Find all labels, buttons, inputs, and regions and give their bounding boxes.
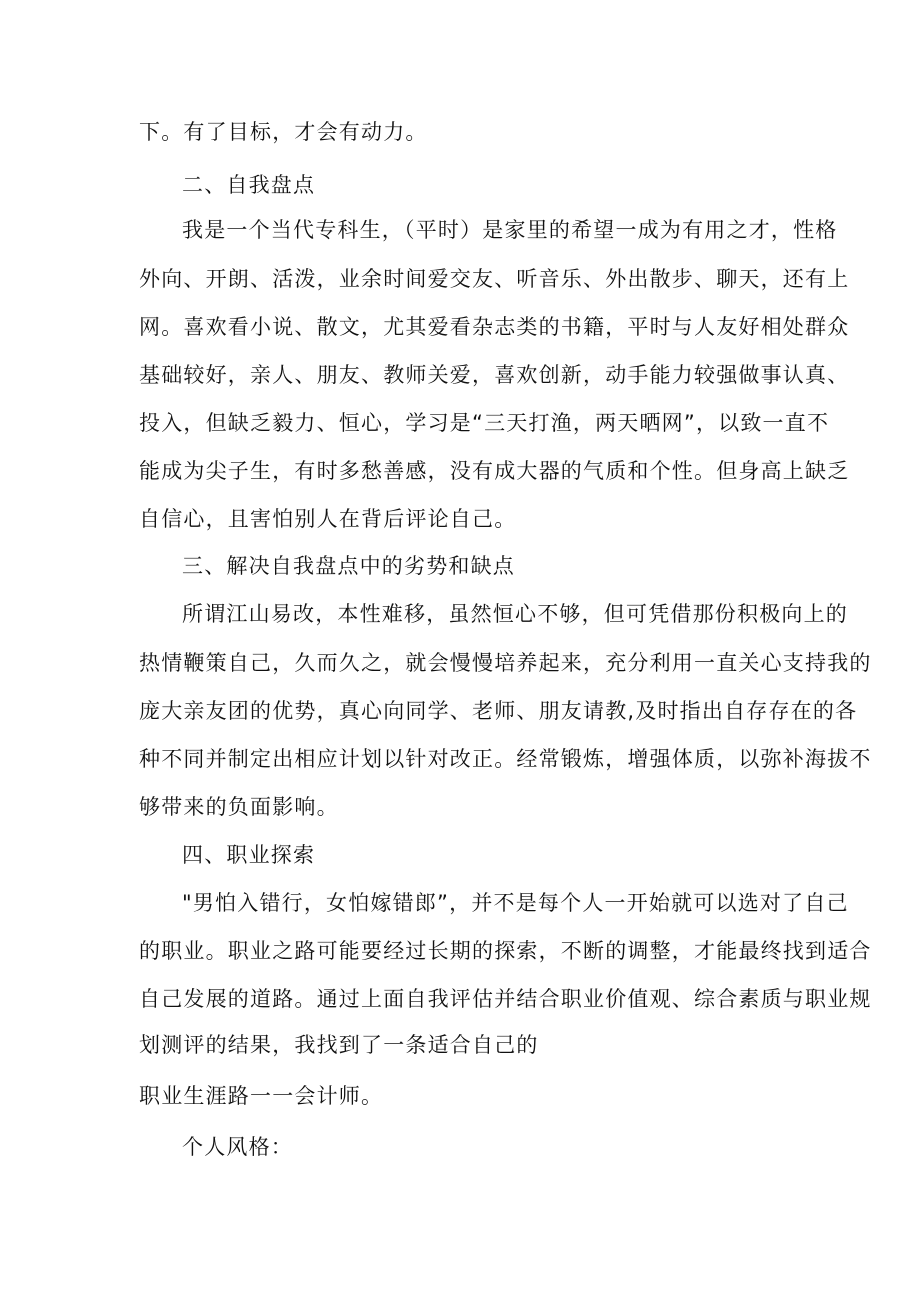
paragraph-line: 够带来的负面影响。 (139, 795, 339, 819)
paragraph-line: 的职业。职业之路可能要经过长期的探索，不断的调整，才能最终找到适合 (139, 939, 872, 963)
paragraph-line: 自信心，且害怕别人在背后评论自己。 (139, 507, 517, 531)
paragraph-line: 自己发展的道路。通过上面自我评估并结合职业价值观、综合素质与职业规 (139, 987, 872, 1011)
paragraph-line: "男怕入错行，女怕嫁错郎”，并不是每个人一开始就可以选对了自己 (182, 891, 849, 915)
paragraph-line: 基础较好，亲人、朋友、教师关爱，喜欢创新，动手能力较强做事认真、 (139, 363, 850, 387)
paragraph-line: 职业生涯路一一会计师。 (139, 1084, 384, 1108)
paragraph-line: 下。有了目标，才会有动力。 (139, 120, 428, 144)
paragraph-line: 热情鞭策自己，久而久之，就会慢慢培养起来，充分利用一直关心支持我的 (139, 651, 872, 675)
paragraph-line: 庞大亲友团的优势，真心向同学、老师、朋友请教,及时指出自存存在的各 (139, 699, 858, 723)
section-heading-personal-style: 个人风格： (182, 1135, 293, 1159)
section-heading-career-exploration: 四、职业探索 (182, 843, 316, 867)
paragraph-line: 网。喜欢看小说、散文，尤其爱看杂志类的书籍，平时与人友好相处群众 (139, 315, 850, 339)
paragraph-line: 划测评的结果，我找到了一条适合自己的 (139, 1033, 539, 1057)
paragraph-line: 所谓江山易改，本性难移，虽然恒心不够，但可凭借那份积极向上的 (182, 602, 848, 626)
paragraph-line: 我是一个当代专科生，（平时）是家里的希望一成为有用之才，性格 (182, 218, 838, 242)
section-heading-weaknesses: 三、解决自我盘点中的劣势和缺点 (182, 554, 515, 578)
paragraph-line: 外向、开朗、活泼，业余时间爱交友、听音乐、外出散步、聊天，还有上 (139, 267, 850, 291)
paragraph-line: 种不同并制定出相应计划以针对改正。经常锻炼，增强体质，以弥补海拔不 (139, 747, 872, 771)
paragraph-line: 投入，但缺乏毅力、恒心，学习是“三天打渔，两天晒网”，以致一直不 (139, 411, 830, 435)
section-heading-self-inventory: 二、自我盘点 (182, 173, 316, 197)
paragraph-line: 能成为尖子生，有时多愁善感，没有成大器的气质和个性。但身高上缺乏 (139, 459, 850, 483)
